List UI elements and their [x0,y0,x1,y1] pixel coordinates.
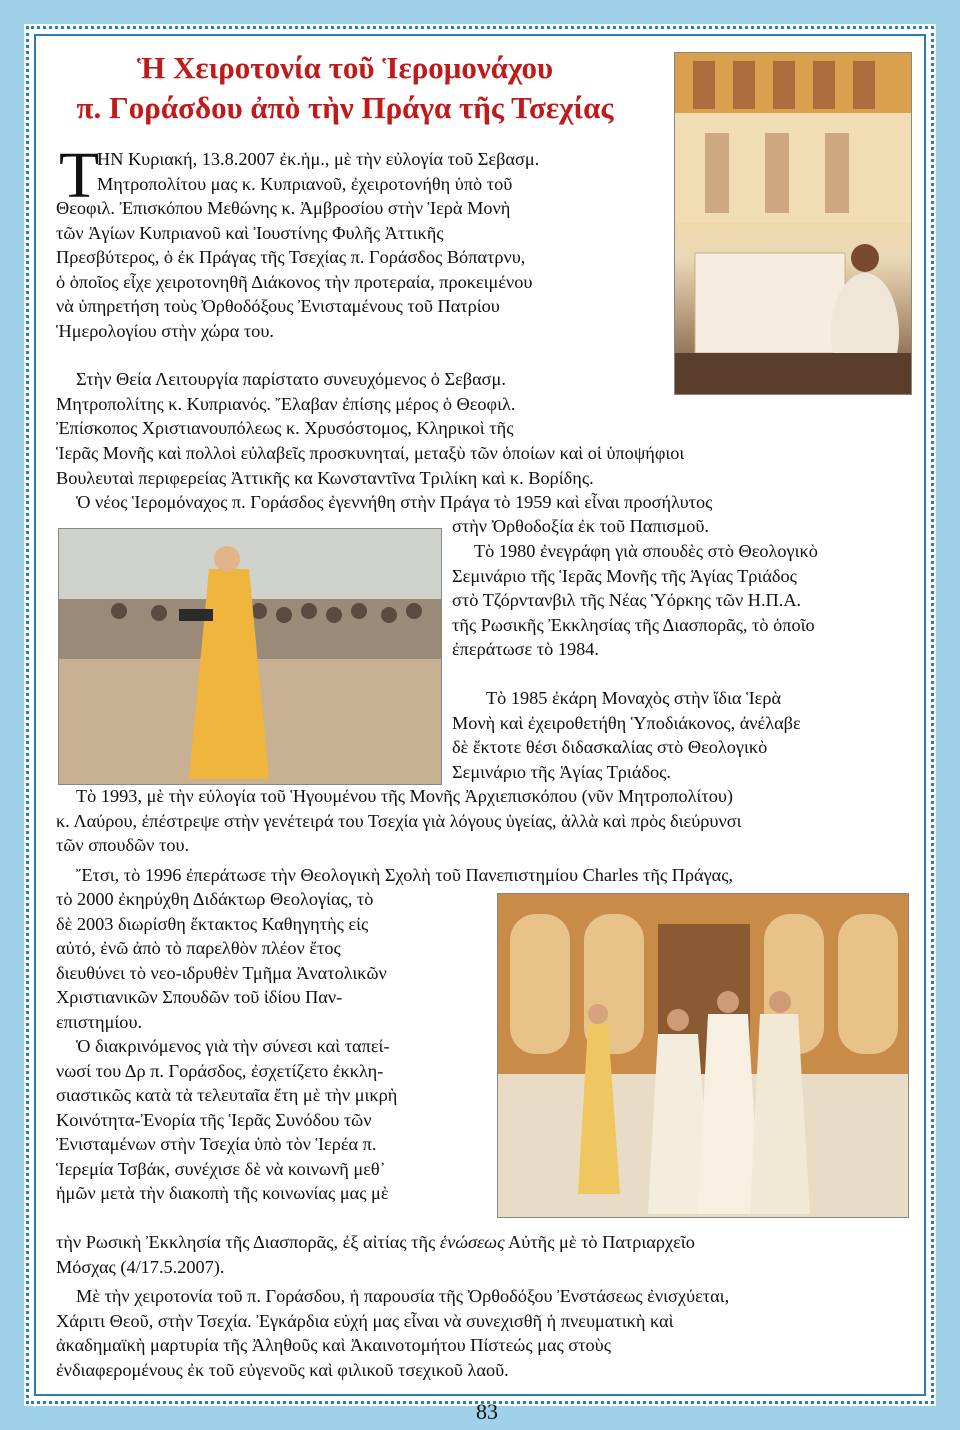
text-line: ἐνδιαφερομένους ἐκ τοῦ εὐγενοῦς καὶ φιλικοῦ τσεχικοῦ λαοῦ. [56,1359,509,1380]
text-span: τὴν Ρωσικὴ Ἐκκλησία τῆς Διασπορᾶς, ἐξ αἰτίας τῆς [56,1232,440,1252]
text-line: ἡμῶν μετὰ τὴν διακοπὴ τῆς κοινωνίας μας μὲ [56,1183,389,1203]
text-line: Κοινότητα-Ἐνορία τῆς Ἱερᾶς Συνόδου τῶν [56,1109,372,1130]
text-line: ΗΝ Κυριακή, 13.8.2007 ἐκ.ἡμ., μὲ τὴν εὐλογία τοῦ Σεβασμ. [97,149,540,169]
text-line: Σεμινάριο τῆς Ἱερᾶς Μονῆς τῆς Ἁγίας Τριάδος [452,565,797,586]
text-line: Ἐπίσκοπος Χριστιανουπόλεως κ. Χρυσόστομος, Κληρικοὶ τῆς [56,418,514,438]
text-line: Τὸ 1993, μὲ τὴν εὐλογία τοῦ Ἡγουμένου τῆς Μονῆς Ἀρχιεπισκόπου (νῦν Μητροπολίτου) [76,786,734,806]
paragraph-9 [56,1284,912,1382]
text-line: δὲ 2003 διωρίσθη ἔκτακτος Καθηγητὴς εἰς [56,913,369,934]
text-line: Ἱερᾶς Μονῆς καὶ πολλοὶ εὐλαβεῖς προσκυνηταί, μεταξὺ τῶν ὁποίων καὶ οἱ ὑποψήφιοι [56,443,685,463]
text-line: στὸ Τζόρντανβιλ τῆς Νέας Ὑόρκης τῶν Η.Π.Α. [452,590,802,610]
text-line: Μητροπολίτης κ. Κυπριανός. Ἔλαβαν ἐπίσης μέρος ὁ Θεοφιλ. [56,393,516,414]
text-line: ἐπεράτωσε τὸ 1984. [452,639,599,659]
paragraph-8-column [56,1034,486,1206]
paragraph-7-column [56,887,486,1034]
photo-reader-church [58,528,442,785]
text-line: Ὁ νέος Ἱερομόναχος π. Γοράσδος ἐγεννήθη στὴν Πράγα τὸ 1959 καὶ εἶναι προσήλυτος [76,492,713,512]
text-line: Μητροπολίτου μας κ. Κυπριανοῦ, ἐχειροτονήθη ὑπὸ τοῦ [97,173,513,194]
text-line: τῶν Ἁγίων Κυπριανοῦ καὶ Ἰουστίνης Φυλῆς Ἀττικῆς [56,222,444,243]
paragraph-5 [452,686,912,784]
text-line: Βουλευταὶ περιφερείας Ἀττικῆς κα Κωνσταντῖνα Τριλίκη καὶ κ. Βορίδης. [56,467,594,488]
text-line: ὁ ὁποῖος εἶχε χειροτονηθῆ Διάκονος τὴν προτεραία, προκειμένου [56,271,533,292]
text-line: Στὴν Θεία Λειτουργία παρίστατο συνευχόμενος ὁ Σεβασμ. [76,369,506,389]
paragraph-2-wide [56,441,912,490]
hierarchs-photo-illustration [498,894,909,1218]
title-line-1: Ἡ Χειροτονία τοῦ Ἱερομονάχου [136,50,554,85]
text-line: σιαστικῶς κατὰ τὰ τελευταῖα ἔτη μὲ τὴν μικρὴ [56,1085,398,1105]
paragraph-4 [452,539,912,662]
paragraph-2 [56,367,660,441]
altar-photo-illustration [675,53,912,395]
paragraph-3-cont [452,514,912,539]
text-span: Αὐτῆς μὲ τὸ Πατριαρχεῖο [504,1232,695,1252]
text-line: Ἱερεμία Τσβάκ, συνέχισε δὲ νὰ κοινωνῆ μεθ᾽ [56,1158,386,1179]
text-line: επιστημίου. [56,1011,143,1032]
text-line: νὰ ὑπηρετήση τοὺς Ὀρθοδόξους Ἐνισταμένους τοῦ Πατρίου [56,296,500,316]
text-line: Τὸ 1980 ἐνεγράφη γιὰ σπουδὲς στὸ Θεολογικὸ [474,541,818,561]
title-line-2: π. Γοράσδου ἀπὸ τὴν Πράγα τῆς Τσεχίας [76,90,614,125]
page-number: 83 [476,1399,498,1424]
photo-hierarchs-iconostasis [497,893,909,1218]
paragraph-7 [76,863,912,888]
text-line: Τὸ 1985 ἐκάρη Μοναχὸς στὴν ἴδια Ἱερὰ [486,688,782,708]
text-line: Ὁ διακρινόμενος γιὰ τὴν σύνεσι καὶ ταπεί- [76,1036,390,1056]
text-line: τῆς Ρωσικῆς Ἐκκλησίας τῆς Διασπορᾶς, τὸ ὁποῖο [452,614,815,635]
text-line: Χριστιανικῶν Σπουδῶν τοῦ ἰδίου Παν- [56,987,343,1007]
text-line: ἀκαδημαϊκὴ μαρτυρία τῆς Ἀληθοῦς καὶ Ἀκαινοτομήτου Πίστεώς μας στοὺς [56,1335,611,1355]
paragraph-1 [56,196,660,343]
text-line: Ἐνισταμένων στὴν Τσεχία ὑπὸ τὸν Ἱερέα π. [56,1134,377,1154]
text-line: διευθύνει τὸ νεο-ιδρυθὲν Τμῆμα Ἀνατολικῶν [56,962,387,983]
text-line: δὲ ἔκτοτε θέσι διδασκαλίας στὸ Θεολογικὸ [452,737,768,757]
text-line: Μὲ τὴν χειροτονία τοῦ π. Γοράσδου, ἡ παρουσία τῆς Ὀρθοδόξου Ἐνστάσεως ἐνισχύεται, [76,1286,730,1306]
paragraph-6 [56,784,912,858]
text-line: Σεμινάριο τῆς Ἁγίας Τριάδος. [452,761,671,782]
text-line [56,1230,912,1255]
paragraph-1-indented [97,147,660,196]
text-line: Μόσχας (4/17.5.2007). [56,1256,225,1277]
text-line: νωσί του Δρ π. Γοράσδος, ἐσχετίζετο ἐκκλη- [56,1060,384,1081]
text-line: αὐτό, ἐνῶ ἀπὸ τὸ παρελθὸν πλέον ἔτος [56,938,341,958]
emphasis-word: ἑνώσεως [439,1232,505,1252]
text-line: τὸ 2000 ἐκηρύχθη Διδάκτωρ Θεολογίας, τὸ [56,889,374,909]
text-line: Θεοφιλ. Ἐπισκόπου Μεθώνης κ. Ἀμβροσίου στὴν Ἱερὰ Μονὴ [56,198,511,218]
text-line: Ἔτσι, τὸ 1996 ἐπεράτωσε τὴν Θεολογικὴ Σχολὴ τοῦ Πανεπιστημίου Charles τῆς Πράγας, [76,865,734,885]
text-line: Πρεσβύτερος, ὁ ἐκ Πράγας τῆς Τσεχίας π. Γοράσδος Βόπατρνυ, [56,247,526,267]
text-line: τῶν σπουδῶν του. [56,835,190,855]
text-line: κ. Λαύρου, ἐπέστρεψε στὴν γενέτειρά του Τσεχία γιὰ λόγους ὑγείας, ἀλλὰ καὶ πρὸς διεύρυνσι [56,810,742,831]
paragraph-3 [76,490,912,515]
photo-altar-ordination [674,52,912,395]
text-line: στὴν Ὀρθοδοξία ἐκ τοῦ Παπισμοῦ. [452,516,709,536]
paragraph-8-wide [56,1230,912,1279]
text-line: Ἡμερολογίου στὴν χώρα του. [56,320,274,341]
text-line: Μονὴ καὶ ἐχειροθετήθη Ὑποδιάκονος, ἀνέλαβε [452,712,801,733]
reader-photo-illustration [59,529,442,785]
text-line: Χάριτι Θεοῦ, στὴν Τσεχία. Ἐγκάρδια εὐχή μας εἶναι νὰ συνεχισθῆ ἡ πνευματικὴ καὶ [56,1310,674,1331]
article-title [60,48,630,128]
drop-cap: Τ [59,139,100,212]
